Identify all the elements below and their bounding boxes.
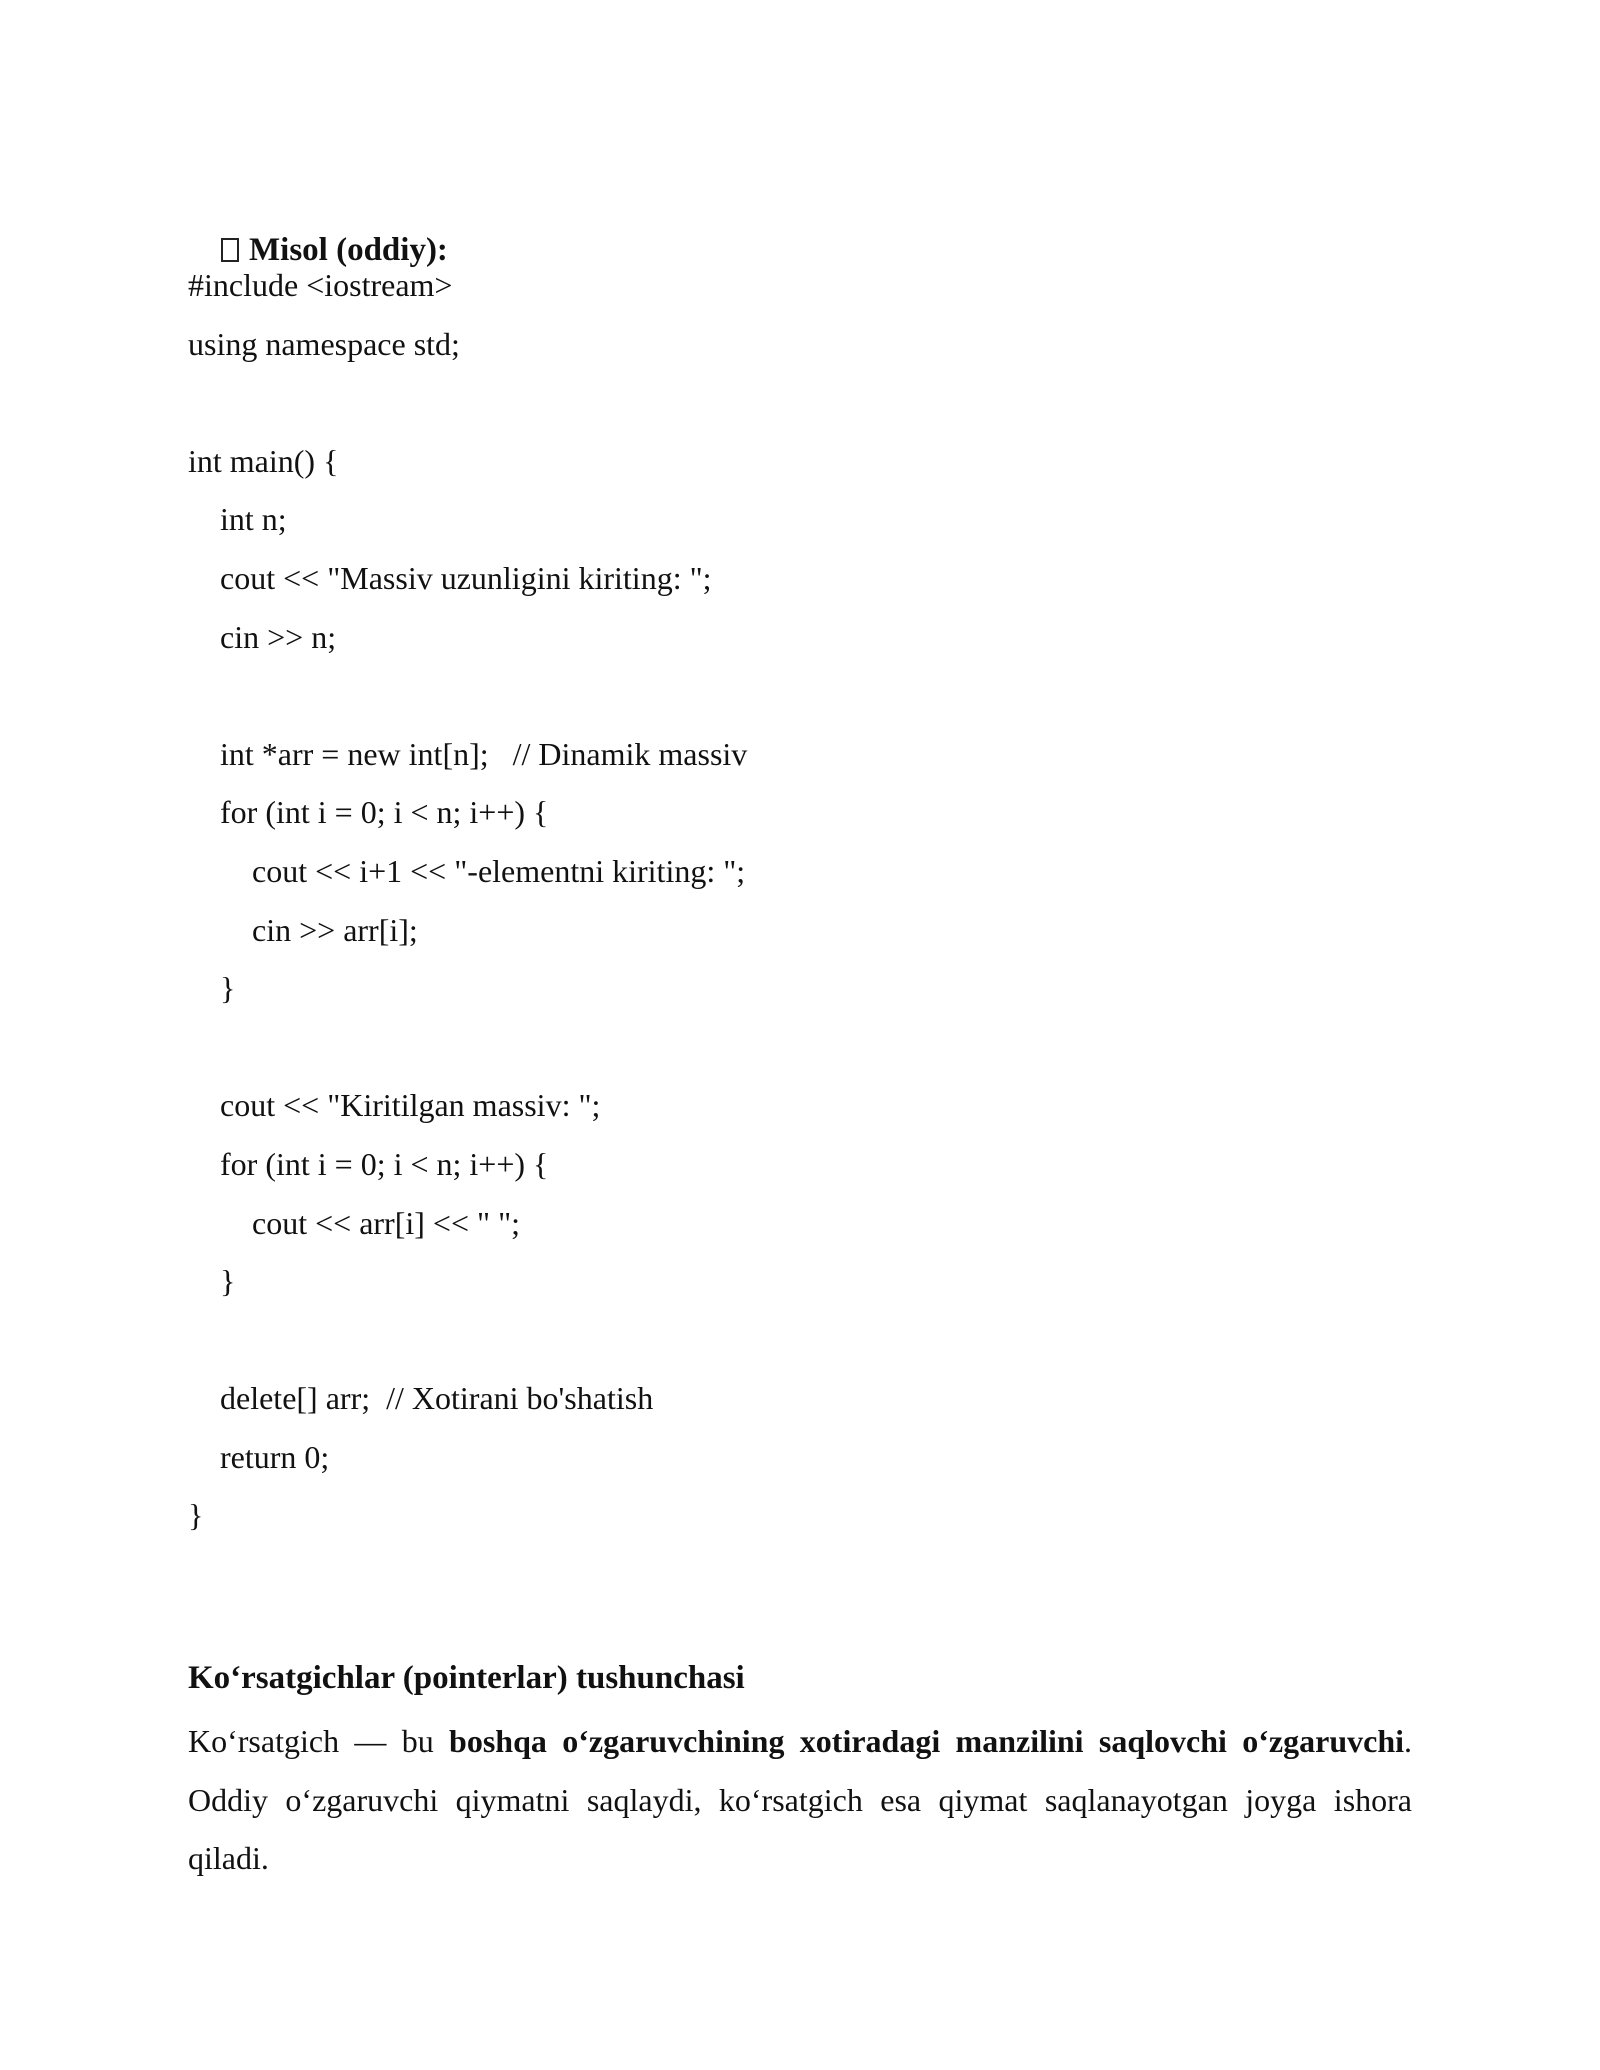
paragraph-text: Koʻrsatgich — bu xyxy=(188,1723,450,1759)
code-line: int *arr = new int[n]; // Dinamik massiv xyxy=(188,735,748,772)
code-line: int main() { xyxy=(188,442,339,479)
code-line: cout << "Kiritilgan massiv: "; xyxy=(188,1087,601,1124)
code-line: cout << i+1 << "-elementni kiriting: "; xyxy=(188,852,746,889)
code-line xyxy=(188,373,747,432)
code-line: } xyxy=(188,1497,204,1534)
code-line: using namespace std; xyxy=(188,325,460,362)
code-line: cin >> n; xyxy=(188,618,337,655)
code-line xyxy=(188,1018,747,1077)
code-line xyxy=(188,666,747,725)
code-line: } xyxy=(188,1263,236,1300)
code-line: int n; xyxy=(188,501,287,538)
section-paragraph xyxy=(188,1712,1412,1888)
example-heading-text: Misol (oddiy): xyxy=(249,232,448,268)
code-line xyxy=(188,1311,747,1370)
paragraph-text: . Oddiy oʻzgaruvchi qiymatni saqlaydi, koʻrsatgich esa qiymat saqlanayotgan joyga ishora qiladi. xyxy=(188,1723,1412,1877)
code-line: delete[] arr; // Xotirani bo'shatish xyxy=(188,1380,654,1417)
code-block xyxy=(188,256,747,1545)
section-title: Koʻrsatgichlar (pointerlar) tushunchasi xyxy=(188,1660,745,1696)
code-line: cout << arr[i] << " "; xyxy=(188,1204,521,1241)
code-line: #include <iostream> xyxy=(188,267,453,303)
code-line: return 0; xyxy=(188,1438,330,1475)
code-line: cin >> arr[i]; xyxy=(188,911,418,948)
code-line: for (int i = 0; i < n; i++) { xyxy=(188,794,549,831)
code-line: cout << "Massiv uzunligini kiriting: "; xyxy=(188,559,712,596)
paragraph-emphasis: boshqa oʻzgaruvchining xotiradagi manzilini saqlovchi oʻzgaruvchi xyxy=(449,1723,1404,1759)
code-line: } xyxy=(188,970,236,1007)
code-line: for (int i = 0; i < n; i++) { xyxy=(188,1145,549,1182)
